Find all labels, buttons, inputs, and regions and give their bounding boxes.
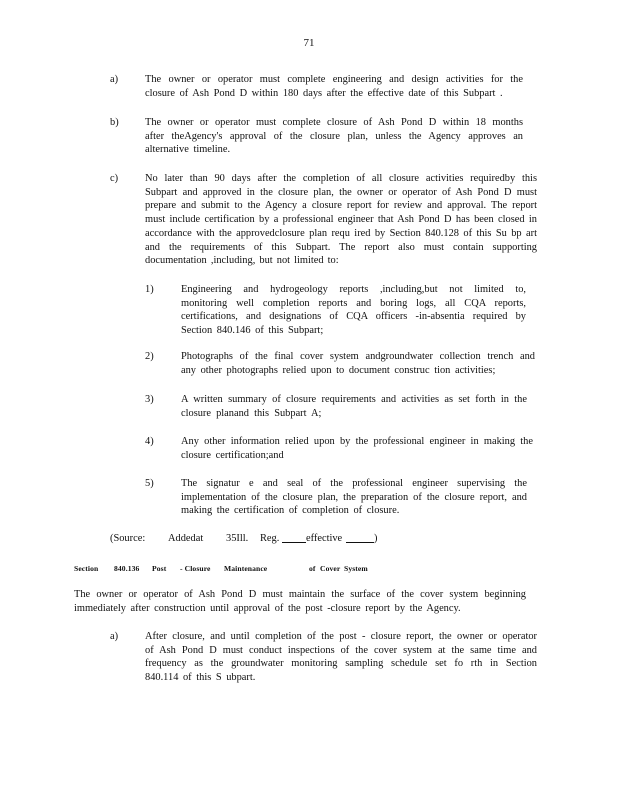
subitem-5-text: The signatur e and seal of the professional engineer supervising the implementation of the closure plan, the preparation of the closure report, and making the certification of completion of closure. (181, 478, 527, 517)
section-word-system: System (344, 564, 368, 573)
item-a-text: The owner or operator must complete engineering and design activities for the closure of Ash Pond D within 180 days after the effective date of this Subpart . (145, 74, 523, 99)
section-intro: The owner or operator of Ash Pond D must maintain the surface of the cover system beginning immediately after construction until approval of the post -closure report by the Agency. (74, 589, 526, 614)
subitem-2-label: 2) (145, 351, 154, 362)
source-close: ) (374, 533, 378, 544)
source-effective: effective (306, 533, 343, 544)
section-item-a-text: After closure, and until completion of the post - closure report, the owner or operator of Ash Pond D must conduct inspections of the cover system at the same time and frequency as the groundwater monitoring sampling schedule set fo rth in Section 840.114 of this S ubpart. (145, 631, 537, 684)
page-number: 71 (303, 37, 315, 49)
subitem-1-label: 1) (145, 284, 154, 295)
section-word-of: of (309, 564, 316, 573)
item-b-label: b) (110, 117, 119, 128)
section-word-cover: Cover (320, 564, 341, 573)
source-added: Addedat (168, 533, 204, 544)
subitem-4-text: Any other information relied upon by the professional engineer in making the closure certification;and (181, 436, 533, 461)
source-cite: 35Ill. (226, 533, 249, 544)
section-word-closure: - Closure (180, 564, 211, 573)
section-item-a-label: a) (110, 631, 119, 642)
subitem-3-label: 3) (145, 394, 154, 405)
section-word-post: Post (152, 564, 167, 573)
subitem-1-text: Engineering and hydrogeology reports ,including,but not limited to, monitoring well completion reports and boring logs, all CQA reports, certifications, and designations of CQA officers -in-absentia required by Section 840.146 of this Subpart; (181, 284, 526, 337)
section-word-maintenance: Maintenance (224, 564, 268, 573)
subitem-3-text: A written summary of closure requirements and activities as set forth in the closure planand this Subpart A; (181, 394, 527, 419)
subitem-5-label: 5) (145, 478, 154, 489)
item-b-text: The owner or operator must complete closure of Ash Pond D within 18 months after theAgency's approval of the closure plan, unless the Agency approves an alternative timeline. (145, 117, 523, 156)
section-label: Section (74, 564, 99, 573)
subitem-4-label: 4) (145, 436, 154, 447)
source-open: (Source: (110, 533, 146, 544)
source-reg: Reg. (260, 533, 280, 544)
item-a-label: a) (110, 74, 119, 85)
subitem-2-text: Photographs of the final cover system andgroundwater collection trench and any other photographs relied upon to document construc tion activities; (181, 351, 535, 376)
item-c-label: c) (110, 173, 119, 184)
item-c-text: No later than 90 days after the completion of all closure activities requiredby this Subpart and approved in the closure plan, the owner or operator of Ash Pond D must prepare and submit to the Agency a closure report for review and approval. The report must include certification by a professional engineer that Ash Pond D has been closed in accordance with the approvedclosure plan requ ired by Section 840.128 of this Su bp art and the requirements of this Subpart. The report also must contain supporting documentation ,including, but not limited to: (145, 173, 537, 267)
section-code: 840.136 (114, 564, 140, 573)
